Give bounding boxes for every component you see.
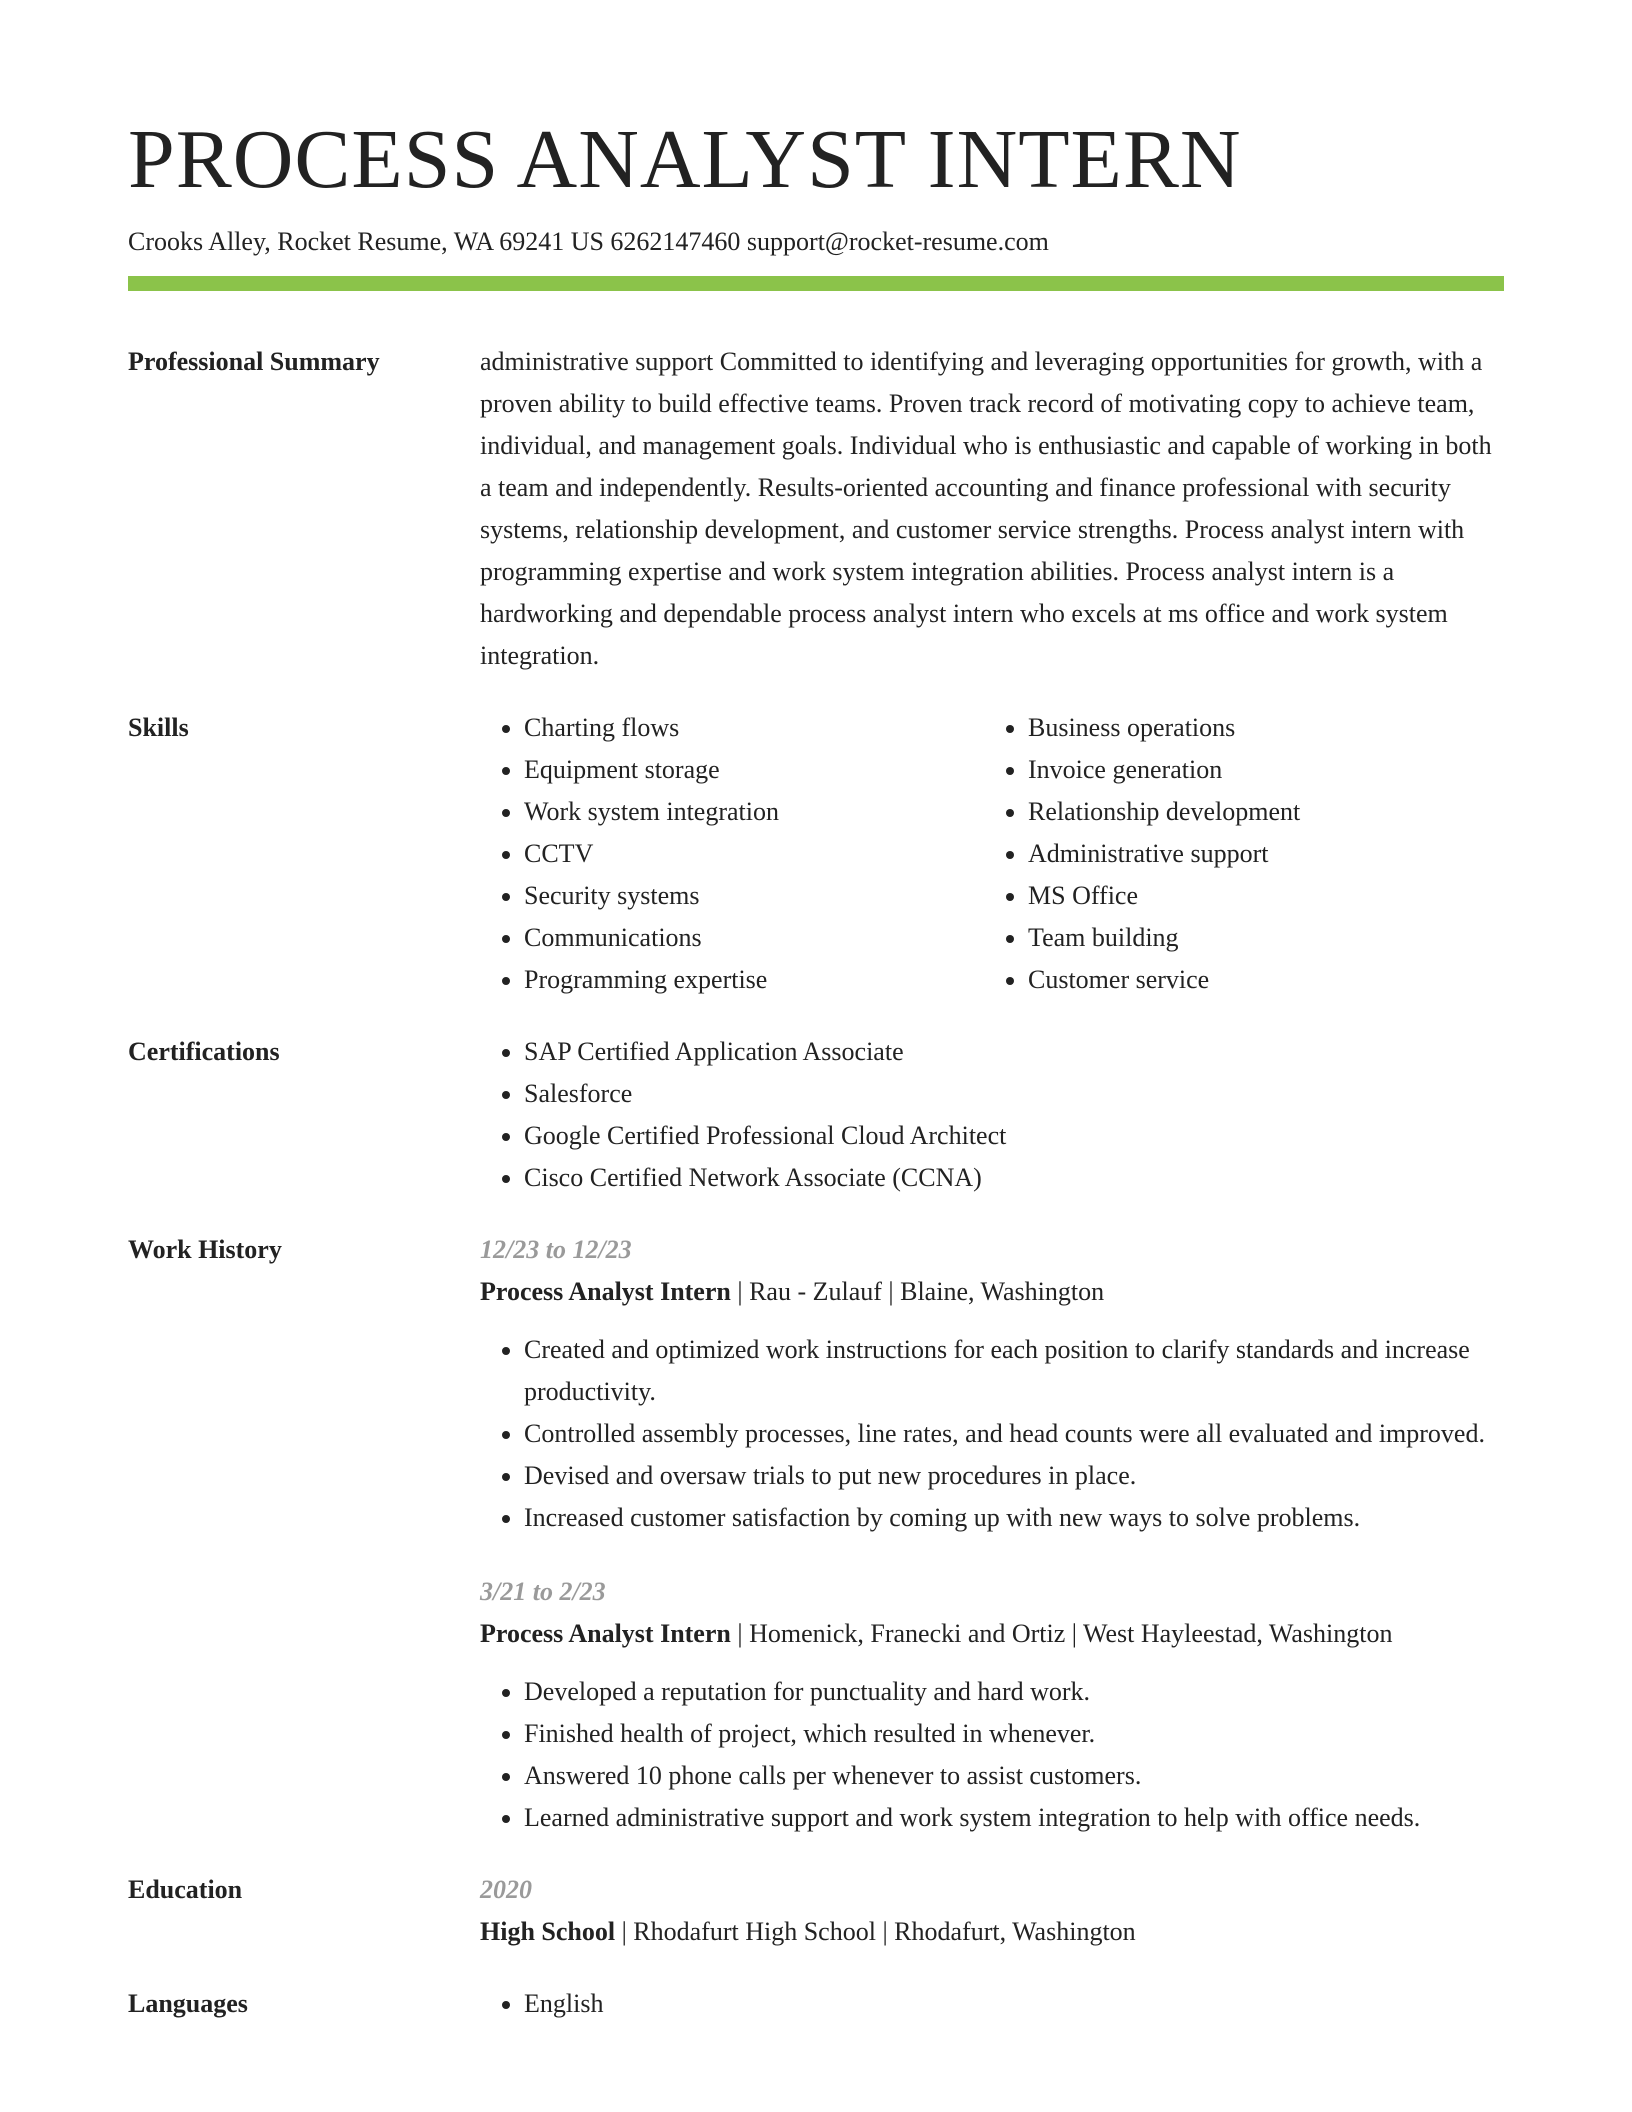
section-label-work-history: Work History [128,1235,282,1264]
skill-item: • Charting flows [524,707,984,749]
job-bullet: • Finished health of project, which resulted in whenever. [524,1713,1504,1755]
languages-section [128,1983,1504,2025]
job-dates: 3/21 to 2/23 [480,1577,606,1606]
work-history-body [480,1229,1504,1839]
certifications-body [480,1031,1504,1199]
job-bullet: • Learned administrative support and work system integration to help with office needs. [524,1797,1504,1839]
certification-item: • SAP Certified Application Associate [524,1031,1504,1073]
job-details: | Homenick, Franecki and Ortiz | West Hayleestad, Washington [730,1619,1393,1648]
work-history-section [128,1229,1504,1839]
skill-item: • Business operations [1028,707,1488,749]
certification-item: • Google Certified Professional Cloud Architect [524,1115,1504,1157]
job-title: Process Analyst Intern [480,1619,731,1648]
certifications-section [128,1031,1504,1199]
language-item: • English [524,1983,1504,2025]
skill-item: • Security systems [524,875,984,917]
job-bullet: • Answered 10 phone calls per whenever to assist customers. [524,1755,1504,1797]
skill-item: • Relationship development [1028,791,1488,833]
summary-body [480,341,1504,677]
job-bullet: • Developed a reputation for punctuality and hard work. [524,1671,1504,1713]
summary-section [128,341,1504,677]
contact-info: Crooks Alley, Rocket Resume, WA 69241 US 6262147460 support@rocket-resume.com [128,227,1049,256]
section-label-education: Education [128,1875,243,1904]
education-body [480,1869,1504,1953]
skills-list-right [984,707,1488,1001]
skills-grid [480,707,1504,1001]
section-label-certifications: Certifications [128,1037,280,1066]
job-heading [480,1271,1504,1313]
certification-item: • Cisco Certified Network Associate (CCNA) [524,1157,1504,1199]
job-bullet: • Controlled assembly processes, line rates, and head counts were all evaluated and improved. [524,1413,1504,1455]
resume-page [128,113,1504,2025]
skills-column-right [984,707,1488,1001]
job-bullet: • Devised and oversaw trials to put new procedures in place. [524,1455,1504,1497]
skill-item: • CCTV [524,833,984,875]
page-title: PROCESS ANALYST INTERN [128,113,1242,206]
section-label-summary: Professional Summary [128,347,380,376]
certification-item: • Salesforce [524,1073,1504,1115]
skill-item: • Team building [1028,917,1488,959]
languages-list [480,1983,1504,2025]
summary-text: administrative support Committed to identifying and leveraging opportunities for growth, with a proven ability to build effective teams. Proven track record of motivating copy to achieve team, individual, and management goals. Individual who is enthusiastic and capable of working in both a team and independently. Results-oriented accounting and finance professional with security systems, relationship development, and customer service strengths. Process analyst intern with programming expertise and work system integration abilities. Process analyst intern is a hardworking and dependable process analyst intern who excels at ms office and work system integration. [480,347,1492,670]
skill-item: • Invoice generation [1028,749,1488,791]
skill-item: • Customer service [1028,959,1488,1001]
job-title: Process Analyst Intern [480,1277,731,1306]
skill-item: • Communications [524,917,984,959]
skills-list-left [480,707,984,1001]
header-divider [128,276,1504,291]
education-heading [480,1911,1504,1953]
section-label-skills: Skills [128,713,189,742]
job-bullet: • Created and optimized work instructions for each position to clarify standards and increase productivity. [524,1329,1504,1413]
job-entry [480,1229,1504,1539]
skill-item: • Administrative support [1028,833,1488,875]
education-section [128,1869,1504,1953]
languages-body [480,1983,1504,2025]
job-entry [480,1571,1504,1839]
skill-item: • Programming expertise [524,959,984,1001]
skill-item: • Work system integration [524,791,984,833]
job-heading [480,1613,1504,1655]
job-details: | Rau - Zulauf | Blaine, Washington [730,1277,1105,1306]
job-dates: 12/23 to 12/23 [480,1235,632,1264]
certifications-list [480,1031,1504,1199]
skills-body [480,707,1504,1001]
job-bullet: • Increased customer satisfaction by coming up with new ways to solve problems. [524,1497,1504,1539]
job-bullets [480,1671,1504,1839]
education-degree: High School [480,1917,616,1946]
skill-item: • Equipment storage [524,749,984,791]
skills-column-left [480,707,984,1001]
skills-section [128,707,1504,1001]
job-bullets [480,1329,1504,1539]
education-details: | Rhodafurt High School | Rhodafurt, Washington [615,1917,1136,1946]
education-year: 2020 [480,1875,532,1904]
section-label-languages: Languages [128,1989,248,2018]
skill-item: • MS Office [1028,875,1488,917]
